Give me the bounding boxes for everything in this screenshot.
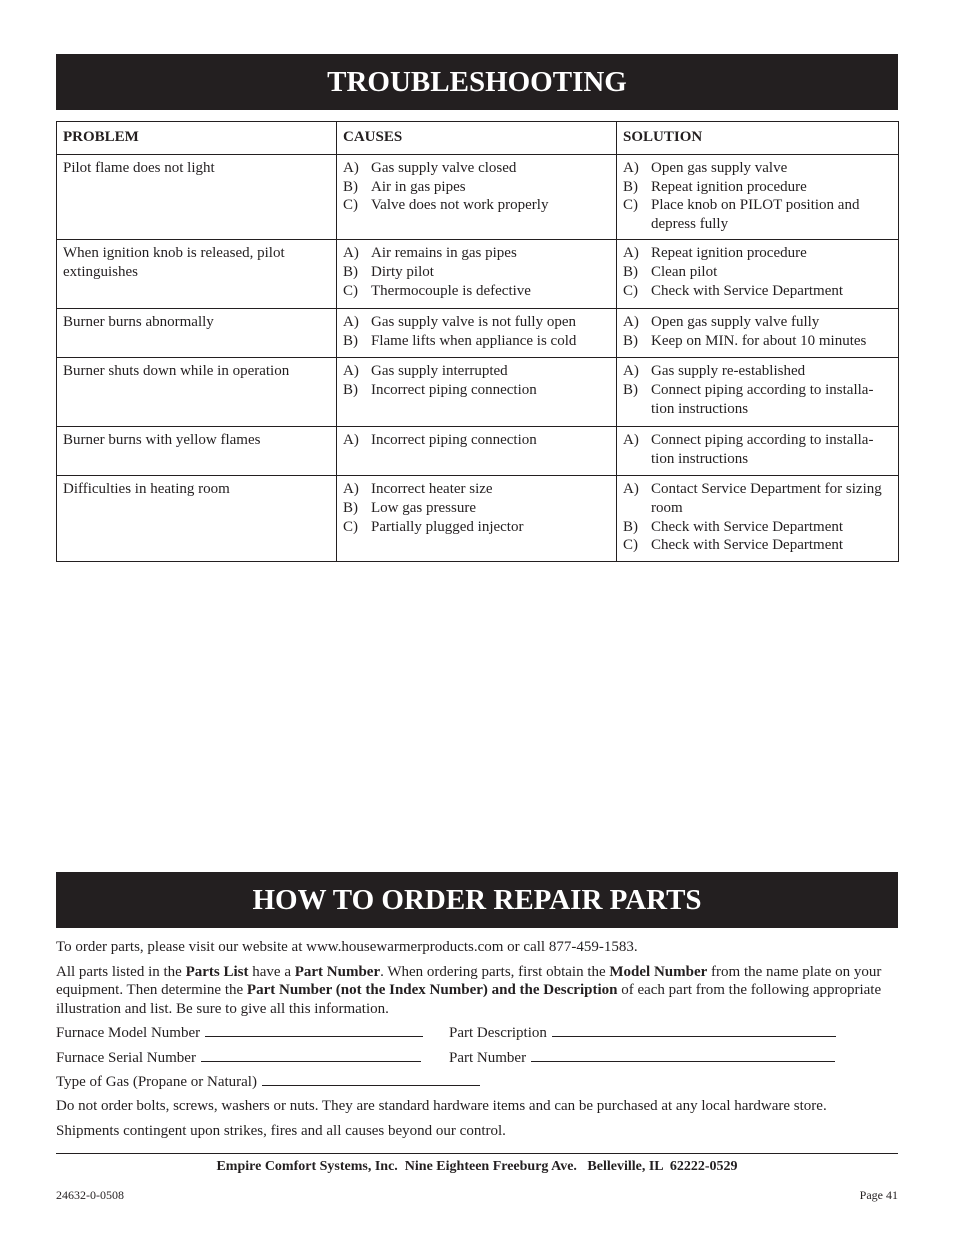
item-letter: C) <box>623 537 638 554</box>
solution-item <box>623 178 892 197</box>
solution-cell <box>617 476 899 561</box>
item-text: Clean pilot <box>651 263 718 280</box>
solution-item <box>623 362 892 381</box>
table-row <box>57 155 899 240</box>
item-text: Open gas supply valve <box>651 160 788 176</box>
item-letter: C) <box>343 197 358 214</box>
problem-cell: Difficulties in heating room <box>57 476 337 561</box>
item-letter: B) <box>623 381 638 398</box>
field-part-number <box>449 1049 835 1067</box>
problem-cell: Pilot flame does not light <box>57 155 337 240</box>
table-header-row <box>57 122 899 155</box>
paragraph-text: . When ordering parts, first obtain the <box>380 963 610 980</box>
item-text: Valve does not work properly <box>371 197 549 214</box>
item-letter: A) <box>343 481 359 498</box>
table-row <box>57 476 899 561</box>
solution-item <box>623 480 892 517</box>
field-model-blank <box>205 1024 423 1037</box>
item-letter: B) <box>623 332 638 349</box>
cause-item <box>343 196 610 215</box>
bold-term: Part Number (not the Index Number) and the Description <box>246 982 618 999</box>
item-letter: A) <box>623 245 639 262</box>
footer-address: Empire Comfort Systems, Inc. Nine Eighteen Freeburg Ave. Belleville, IL 62222-0529 <box>216 1159 738 1174</box>
field-model-label: Furnace Model Number <box>56 1025 201 1041</box>
item-letter: A) <box>343 245 359 262</box>
field-serial-blank <box>201 1049 421 1062</box>
item-letter: A) <box>343 363 359 380</box>
solution-cell <box>617 309 899 358</box>
solution-item <box>623 159 892 178</box>
cause-item <box>343 381 610 400</box>
item-letter: C) <box>343 282 358 299</box>
item-text: Gas supply re-established <box>651 363 806 380</box>
solution-item <box>623 332 892 351</box>
item-text: Open gas supply valve fully <box>651 314 820 331</box>
order-instructions <box>56 938 898 1024</box>
field-serial-number <box>56 1049 421 1067</box>
item-text: Keep on MIN. for about 10 minutes <box>651 332 867 349</box>
item-letter: B) <box>623 178 638 195</box>
cause-item <box>343 332 610 351</box>
field-gas-blank <box>262 1073 480 1086</box>
item-letter: A) <box>623 481 639 498</box>
item-text: Air in gas pipes <box>371 178 466 195</box>
order-note-hardware: Do not order bolts, screws, washers or nuts. They are standard hardware items and can be purchased at any local hardware store. <box>56 1098 827 1114</box>
order-intro: To order parts, please visit our website at www.housewarmerproducts.com or call 877-459-1583. <box>56 939 638 955</box>
paragraph-text: have a <box>248 963 295 980</box>
causes-cell <box>337 427 617 476</box>
problem-cell: When ignition knob is released, pilot extinguishes <box>57 240 337 309</box>
item-text: Connect piping according to installa- tion instructions <box>651 432 874 467</box>
item-letter: A) <box>623 363 639 380</box>
item-text: Contact Service Department for sizing room <box>651 481 882 516</box>
item-letter: B) <box>343 381 358 398</box>
order-parts-title: HOW TO ORDER REPAIR PARTS <box>252 883 702 916</box>
field-gas-type <box>56 1073 480 1091</box>
item-letter: A) <box>623 160 639 176</box>
item-text: Low gas pressure <box>371 499 476 516</box>
item-text: Gas supply interrupted <box>371 363 508 380</box>
item-text: Check with Service Department <box>651 282 844 299</box>
item-letter: C) <box>623 197 638 214</box>
cause-item <box>343 499 610 518</box>
paragraph-text: from the name plate on your equipment. Then determine the <box>56 963 882 999</box>
item-text: Gas supply valve closed <box>371 160 517 176</box>
problem-cell: Burner burns with yellow flames <box>57 427 337 476</box>
solution-item <box>623 313 892 332</box>
paragraph-text: of each part from the following appropriate illustration and list. Be sure to give all this information. <box>56 982 882 1017</box>
solution-item <box>623 282 892 301</box>
field-gas-label: Type of Gas (Propane or Natural) <box>56 1074 257 1090</box>
troubleshooting-banner <box>56 54 898 110</box>
page-number: Page 41 <box>859 1188 898 1202</box>
order-note-shipments: Shipments contingent upon strikes, fires and all causes beyond our control. <box>56 1123 506 1139</box>
problem-cell: Burner burns abnormally <box>57 309 337 358</box>
causes-cell <box>337 309 617 358</box>
item-letter: B) <box>343 263 358 280</box>
problem-cell: Burner shuts down while in operation <box>57 358 337 427</box>
causes-cell <box>337 476 617 561</box>
item-text: Thermocouple is defective <box>371 282 531 299</box>
paragraph-text: All parts listed in the <box>56 963 186 980</box>
solution-cell <box>617 358 899 427</box>
troubleshooting-table <box>56 121 899 562</box>
solution-cell <box>617 427 899 476</box>
item-letter: A) <box>343 160 359 176</box>
table-row <box>57 309 899 358</box>
solution-cell <box>617 240 899 309</box>
item-text: Dirty pilot <box>371 263 434 280</box>
item-letter: C) <box>623 282 638 299</box>
field-description-blank <box>552 1024 836 1037</box>
solution-item <box>623 431 892 468</box>
cause-item <box>343 263 610 282</box>
header-solution: SOLUTION <box>617 122 899 155</box>
cause-item <box>343 159 610 178</box>
cause-item <box>343 362 610 381</box>
solution-item <box>623 518 892 537</box>
item-letter: B) <box>343 178 358 195</box>
cause-item <box>343 313 610 332</box>
solution-item <box>623 263 892 282</box>
item-text: Incorrect piping connection <box>371 381 537 398</box>
field-part-description <box>449 1024 836 1042</box>
item-text: Gas supply valve is not fully open <box>371 314 576 331</box>
table-row <box>57 427 899 476</box>
item-letter: A) <box>343 314 359 331</box>
item-text: Flame lifts when appliance is cold <box>371 332 577 349</box>
item-text: Check with Service Department <box>651 537 844 554</box>
footer-rule <box>56 1153 898 1154</box>
item-letter: B) <box>343 499 358 516</box>
item-letter: B) <box>343 332 358 349</box>
item-letter: A) <box>623 314 639 331</box>
causes-cell <box>337 240 617 309</box>
cause-item <box>343 178 610 197</box>
item-text: Connect piping according to installa- tion instructions <box>651 381 874 417</box>
item-letter: B) <box>623 263 638 280</box>
field-description-label: Part Description <box>449 1025 547 1041</box>
item-text: Repeat ignition procedure <box>651 178 807 195</box>
item-letter: A) <box>623 432 639 449</box>
item-text: Air remains in gas pipes <box>371 245 517 262</box>
cause-item <box>343 431 610 450</box>
solution-cell <box>617 155 899 240</box>
causes-cell <box>337 358 617 427</box>
header-causes: CAUSES <box>337 122 617 155</box>
field-part-number-label: Part Number <box>449 1050 527 1066</box>
field-model-number <box>56 1024 423 1042</box>
cause-item <box>343 282 610 301</box>
item-text: Repeat ignition procedure <box>651 245 807 262</box>
troubleshooting-title: TROUBLESHOOTING <box>327 65 627 98</box>
solution-item <box>623 381 892 418</box>
causes-cell <box>337 155 617 240</box>
item-text: Incorrect piping connection <box>371 432 537 449</box>
item-letter: C) <box>343 518 358 535</box>
order-paragraph <box>56 963 898 1019</box>
cause-item <box>343 244 610 263</box>
document-code: 24632-0-0508 <box>56 1188 124 1202</box>
header-problem: PROBLEM <box>57 122 337 155</box>
solution-item <box>623 536 892 555</box>
item-text: Place knob on PILOT position and depress fully <box>651 197 860 232</box>
item-letter: A) <box>343 432 359 449</box>
item-text: Incorrect heater size <box>371 481 493 498</box>
cause-item <box>343 480 610 499</box>
bold-term: Part Number <box>294 963 381 980</box>
item-letter: B) <box>623 518 638 535</box>
field-part-number-blank <box>531 1049 835 1062</box>
field-serial-label: Furnace Serial Number <box>56 1050 196 1066</box>
solution-item <box>623 244 892 263</box>
cause-item <box>343 518 610 537</box>
bold-term: Parts List <box>185 963 249 980</box>
table-row <box>57 358 899 427</box>
bold-term: Model Number <box>609 963 708 980</box>
item-text: Check with Service Department <box>651 518 844 535</box>
table-row <box>57 240 899 309</box>
item-text: Partially plugged injector <box>371 518 524 535</box>
solution-item <box>623 196 892 233</box>
order-parts-banner <box>56 872 898 928</box>
